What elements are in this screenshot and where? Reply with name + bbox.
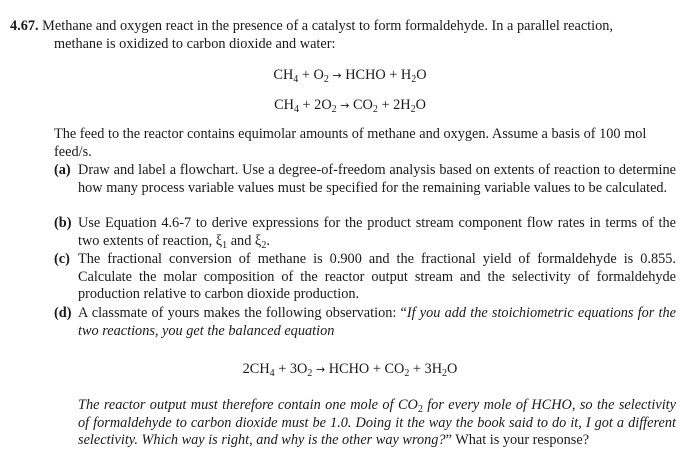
part-d bbox=[54, 305, 682, 340]
part-d-label: (d) bbox=[54, 305, 72, 321]
part-d-quote-text: The reactor output must therefore contain one mole of $CO_2$ for every mole of HCHO, so the selectivity of formaldehyde to carbon dioxide must be 1.0. Doing it the way the book said to do it, I got a different selectivity. Which way is right, and why is the other way wrong?” What is your response? bbox=[78, 397, 676, 449]
reaction-arrow: → bbox=[340, 99, 350, 112]
reaction-arrow: → bbox=[315, 363, 326, 376]
problem-intro-line2: methane is oxidized to carbon dioxide and water: bbox=[54, 36, 336, 52]
part-c-text: The fractional conversion of methane is 0.900 and the fractional yield of formaldehyde is 0.855. Calculate the molar composition of the reactor output stream and the selectivity of formaldehyde production relative to carbon dioxide production. bbox=[78, 251, 676, 303]
part-d-quote bbox=[54, 397, 682, 450]
part-d-text: A classmate of yours makes the following observation: “If you add the stoichiometric equations for the two reactions, you get the balanced equation bbox=[78, 305, 676, 339]
part-b bbox=[54, 215, 682, 250]
part-c-label: (c) bbox=[54, 251, 70, 267]
part-a bbox=[54, 162, 682, 197]
problem-number: 4.67. bbox=[10, 18, 39, 34]
feed-line1: The feed to the reactor contains equimolar amounts of methane and oxygen. Assume a basis of 100 mol bbox=[54, 126, 647, 142]
reaction-equation-1: $CH_4 + O_2$ → HCHO + $H_2O$ bbox=[273, 67, 427, 85]
feed-statement bbox=[54, 126, 680, 161]
problem-intro-line1: Methane and oxygen react in the presence of a catalyst to form formaldehyde. In a parallel reaction, bbox=[42, 18, 614, 34]
problem-intro bbox=[10, 18, 682, 36]
part-a-label: (a) bbox=[54, 162, 71, 178]
part-c bbox=[54, 251, 682, 304]
part-b-text: Use Equation 4.6-7 to derive expressions for the product stream component flow rates in terms of the two extents of reaction, $\xi_1$ and $\xi_2$. bbox=[78, 215, 676, 251]
reaction-equation-2: $CH_4 + 2O_2 \to CO_2 + 2H_2O$ bbox=[274, 97, 426, 115]
part-a-text: Draw and label a flowchart. Use a degree-of-freedom analysis based on extents of reaction to determine how many process variable values must be specified for the remaining variable values to be calculated. bbox=[78, 162, 676, 196]
combined-reaction-equation: $2CH_4 + 3O_2$ → HCHO + $CO_2 + 3H_2O$ bbox=[242, 361, 458, 379]
reaction-arrow: → bbox=[332, 69, 342, 82]
part-b-label: (b) bbox=[54, 215, 72, 231]
feed-line2: feed/s. bbox=[54, 143, 92, 160]
